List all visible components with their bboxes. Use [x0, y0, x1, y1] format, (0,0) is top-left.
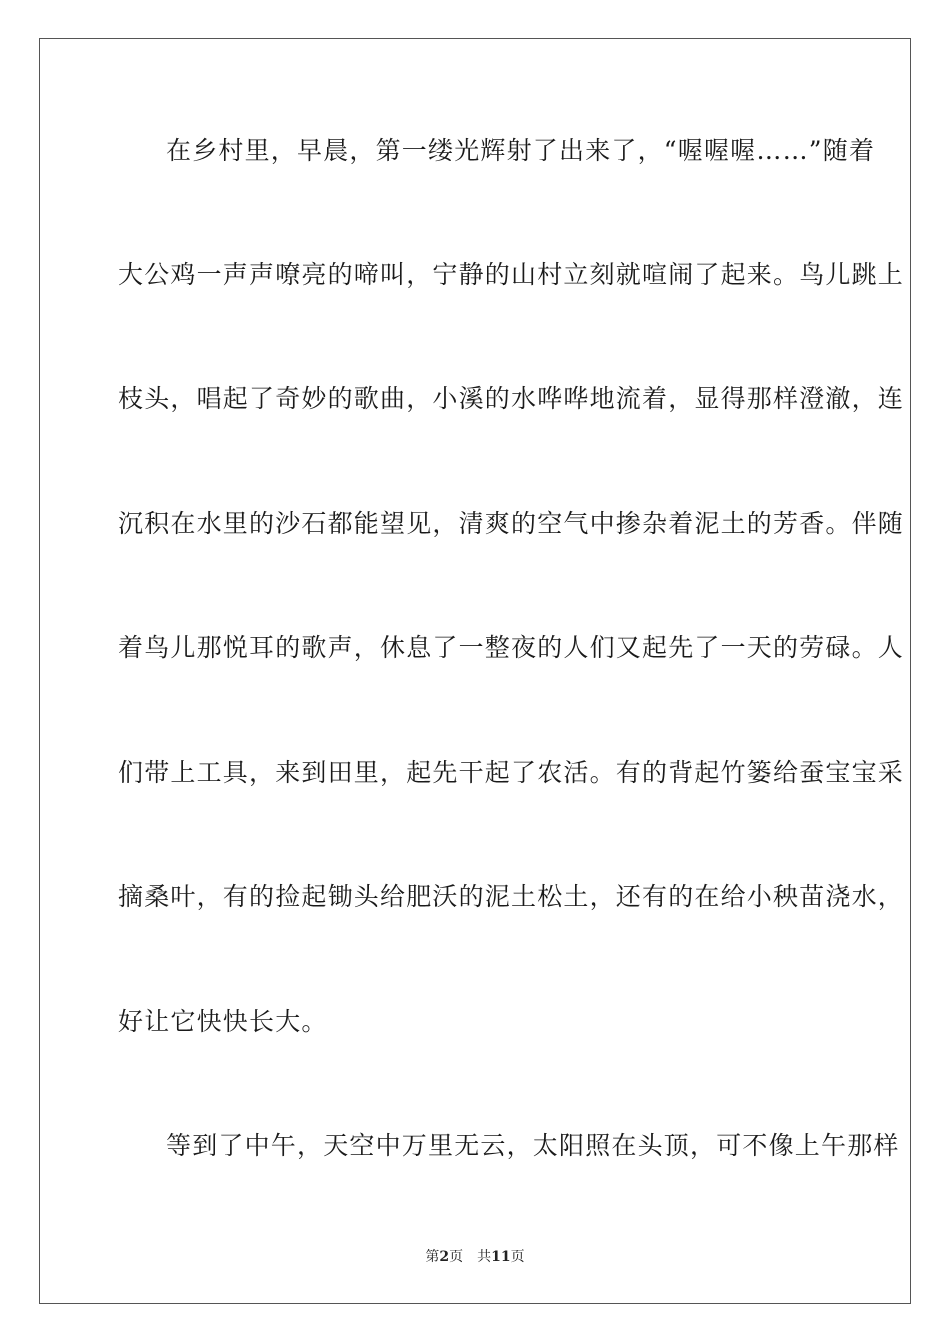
- paragraph-1-line-4: 沉积在水里的沙石都能望见，清爽的空气中掺杂着泥土的芳香。伴随: [118, 509, 905, 538]
- paragraph-1-line-2: 大公鸡一声声嘹亮的啼叫，宁静的山村立刻就喧闹了起来。鸟儿跳上: [118, 260, 905, 289]
- total-pages-number: 11: [491, 1249, 511, 1265]
- page-footer: [0, 1248, 950, 1266]
- paragraph-1-line-8: 好让它快快长大。: [118, 1007, 328, 1036]
- paragraph-1-line-7: 摘桑叶，有的捡起锄头给肥沃的泥土松土，还有的在给小秧苗浇水，: [118, 882, 905, 911]
- paragraph-1-line-3: 枝头，唱起了奇妙的歌曲，小溪的水哗哗地流着，显得那样澄澈，连: [118, 384, 905, 413]
- paragraph-2-line-1: 等到了中午，天空中万里无云，太阳照在头顶，可不像上午那样: [166, 1131, 900, 1160]
- paragraph-1-line-1: 在乡村里，早晨，第一缕光辉射了出来了，“喔喔喔……”随着: [166, 136, 876, 165]
- page-border: [39, 38, 911, 1304]
- page-suffix: 页: [449, 1249, 464, 1265]
- total-suffix: 页: [510, 1249, 525, 1265]
- total-prefix: 共: [477, 1249, 492, 1265]
- page-prefix: 第: [425, 1249, 440, 1265]
- paragraph-1-line-6: 们带上工具，来到田里，起先干起了农活。有的背起竹篓给蚕宝宝采: [118, 758, 905, 787]
- paragraph-1-line-5: 着鸟儿那悦耳的歌声，休息了一整夜的人们又起先了一天的劳碌。人: [118, 633, 905, 662]
- current-page-number: 2: [439, 1249, 450, 1265]
